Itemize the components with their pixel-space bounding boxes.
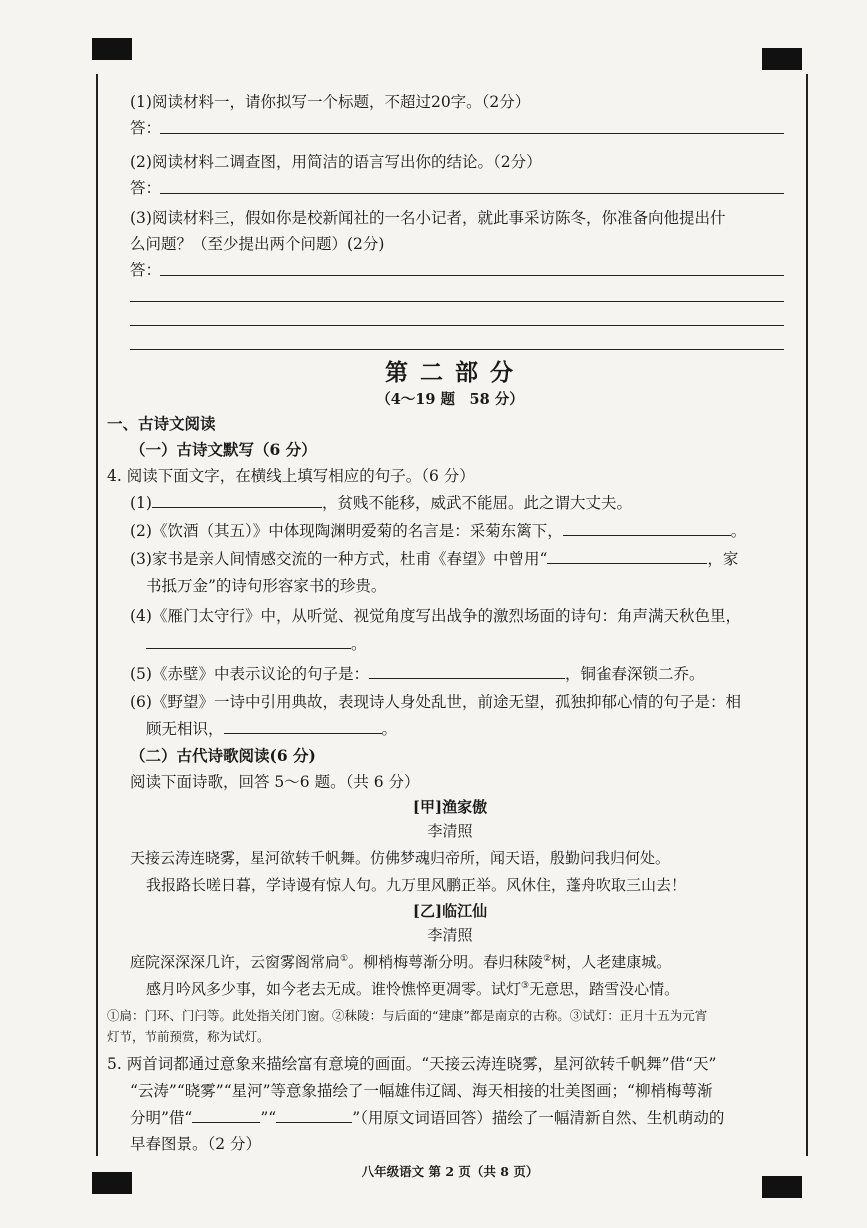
question-1: (1)阅读材料一，请你拟写一个标题，不超过20字。（2分） bbox=[130, 93, 531, 111]
question-4-3-cont: 书抵万金”的诗句形容家书的珍贵。 bbox=[146, 577, 387, 595]
question-4-1: (1) ，贫贱不能移，威武不能屈。此之谓大丈夫。 bbox=[130, 494, 632, 512]
page-footer: 八年级语文 第 2 页（共 8 页） bbox=[361, 1164, 539, 1179]
question-4-5: (5)《赤壁》中表示议论的句子是： ，铜雀春深锁二乔。 bbox=[130, 665, 705, 683]
part-subtitle: （4～19 题 58 分） bbox=[376, 391, 524, 408]
poem-2-line-2: 感月吟风多少事，如今老去无成。谁怜憔悴更凋零。试灯③无意思，踏雪没心情。 bbox=[146, 980, 680, 998]
question-5-line-4: 早春图景。（2 分） bbox=[130, 1135, 262, 1153]
question-3-line-1: (3)阅读材料三，假如你是校新闻社的一名小记者，就此事采访陈冬，你准备向他提出什 bbox=[130, 209, 726, 227]
section-title: 一、古诗文阅读 bbox=[107, 414, 216, 433]
fill-blank[interactable] bbox=[276, 1108, 352, 1123]
question-4: 4. 阅读下面文字，在横线上填写相应的句子。（6 分） bbox=[107, 467, 475, 485]
annotation-line-1: ①扃：门环、门闩等。此处指关闭门窗。②秣陵：与后面的“建康”都是南京的古称。③试灯：正月十五为元宵 bbox=[107, 1008, 708, 1023]
fill-blank[interactable] bbox=[369, 664, 565, 679]
question-4-6-cont: 顾无相识， 。 bbox=[146, 720, 398, 738]
poem-2-author: 李清照 bbox=[427, 926, 473, 944]
registration-mark-top-right bbox=[762, 48, 802, 70]
fill-blank[interactable] bbox=[547, 549, 707, 564]
answer-line-3b[interactable] bbox=[130, 301, 784, 302]
question-4-3: (3)家书是亲人间情感交流的一种方式，杜甫《春望》中曾用“ ，家 bbox=[130, 550, 739, 568]
poem-1-line-2: 我报路长嗟日暮，学诗谩有惊人句。九万里风鹏正举。风休住，蓬舟吹取三山去！ bbox=[146, 876, 687, 894]
answer-label-1: 答： bbox=[130, 119, 162, 137]
question-4-2: (2)《饮酒（其五）》中体现陶渊明爱菊的名言是：采菊东篱下， 。 bbox=[130, 522, 747, 540]
answer-line-3a[interactable] bbox=[160, 275, 784, 276]
poem-1-line-1: 天接云涛连晓雾，星河欲转千帆舞。仿佛梦魂归帝所，闻天语，殷勤问我归何处。 bbox=[130, 849, 671, 867]
question-4-4-cont: 。 bbox=[146, 632, 367, 654]
poem-2-line-1: 庭院深深深几许，云窗雾阁常扃①。柳梢梅萼渐分明。春归秣陵②树，人老建康城。 bbox=[130, 953, 672, 971]
question-4-4: (4)《雁门太守行》中，从听觉、视觉角度写出战争的激烈场面的诗句：角声满天秋色里， bbox=[130, 607, 741, 625]
poem-1-title: [甲]渔家傲 bbox=[412, 798, 488, 816]
reading-intro: 阅读下面诗歌，回答 5～6 题。（共 6 分） bbox=[130, 773, 420, 791]
fill-blank[interactable] bbox=[224, 719, 382, 734]
answer-line-2[interactable] bbox=[160, 193, 784, 194]
part-title: 第 二 部 分 bbox=[384, 359, 516, 386]
question-5-line-3: 分明”借“ ”“ ”（用原文词语回答）描绘了一幅清新自然、生机萌动的 bbox=[130, 1109, 725, 1127]
question-5-line-1: 5. 两首词都通过意象来描绘富有意境的画面。“天接云涛连晓雾，星河欲转千帆舞”借“天” bbox=[107, 1055, 717, 1073]
subsection-2-title: （二）古代诗歌阅读(6 分) bbox=[130, 746, 316, 765]
question-2: (2)阅读材料二调查图，用简洁的语言写出你的结论。（2分） bbox=[130, 153, 542, 171]
answer-label-2: 答： bbox=[130, 179, 162, 197]
registration-mark-top-left bbox=[92, 38, 132, 60]
subsection-1-title: （一）古诗文默写（6 分） bbox=[130, 440, 317, 459]
poem-2-title: [乙]临江仙 bbox=[412, 902, 488, 920]
fill-blank[interactable] bbox=[146, 634, 351, 649]
poem-1-author: 李清照 bbox=[427, 822, 473, 840]
fill-blank[interactable] bbox=[192, 1108, 260, 1123]
question-4-6: (6)《野望》一诗中引用典故，表现诗人身处乱世，前途无望，孤独抑郁心情的句子是：相 bbox=[130, 693, 741, 711]
question-3-line-2: 么问题？（至少提出两个问题）(2分) bbox=[130, 235, 385, 253]
question-5-line-2: “云涛”“晓雾”“星河”等意象描绘了一幅雄伟辽阔、海天相接的壮美图画；“柳梢梅萼渐 bbox=[130, 1082, 713, 1100]
answer-line-3c[interactable] bbox=[130, 325, 784, 326]
fill-blank[interactable] bbox=[152, 493, 322, 508]
annotation-line-2: 灯节，节前预赏，称为试灯。 bbox=[107, 1029, 270, 1044]
fill-blank[interactable] bbox=[563, 521, 731, 536]
answer-line-3d[interactable] bbox=[130, 349, 784, 350]
answer-line-1[interactable] bbox=[160, 133, 784, 134]
answer-label-3: 答： bbox=[130, 261, 162, 279]
